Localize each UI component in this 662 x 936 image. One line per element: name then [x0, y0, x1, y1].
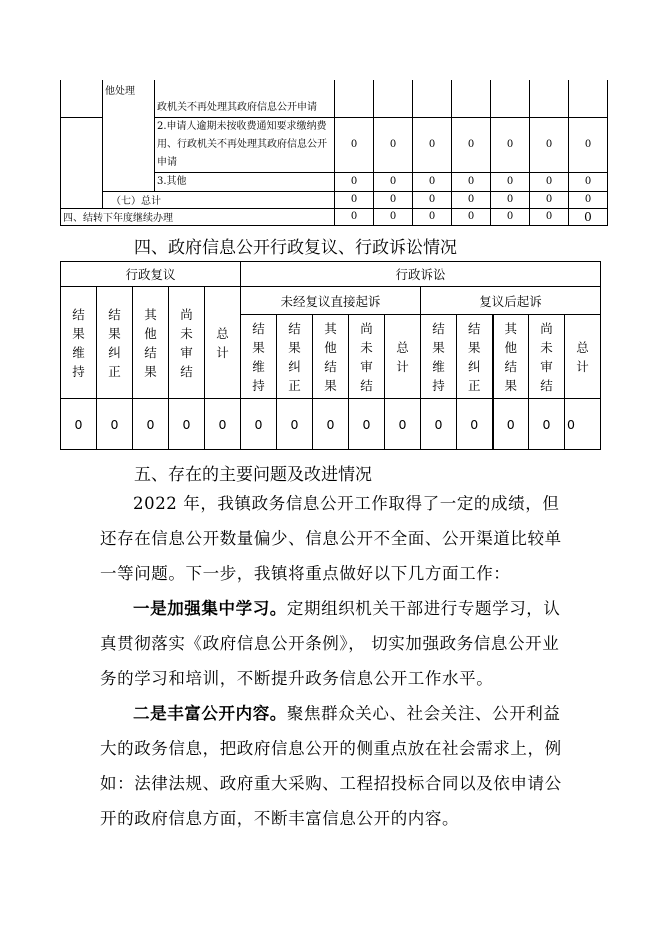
row-b-text: 2.申请人逾期未按收费通知要求缴纳费用、行政机关不再处理其政府信息公开申请 — [155, 117, 335, 172]
table-cell: 0 — [335, 117, 374, 172]
blank-cell — [61, 80, 103, 117]
table-cell: 0 — [277, 399, 313, 450]
carry-over-label: 四、结转下年度继续办理 — [61, 208, 335, 225]
col-header: 结 果 纠 正 — [277, 315, 313, 399]
table-cell: 0 — [530, 208, 569, 225]
paragraph-2-body: 定期组织机关干部进行专题学习，认真贯彻落实《政府信息公开条例》， 切实加强政务信息公开业务的学习和培训，不断提升政务信息公开工作水平。 — [100, 599, 561, 688]
table-cell: 0 — [133, 399, 169, 450]
blank-cell — [61, 117, 103, 191]
disposal-table — [60, 80, 608, 226]
table-cell: 0 — [413, 172, 452, 191]
table-cell: 0 — [335, 208, 374, 225]
table-cell: 0 — [61, 399, 97, 450]
col-header: 结 果 维 持 — [241, 315, 277, 399]
col-header: 总 计 — [205, 287, 241, 399]
col-header: 尚 未 审 结 — [529, 315, 565, 399]
table-cell: 0 — [413, 191, 452, 208]
table-cell: 0 — [413, 117, 452, 172]
col-header: 结 果 纠 正 — [97, 287, 133, 399]
paragraph-2 — [100, 591, 570, 696]
table-cell: 0 — [569, 191, 608, 208]
total-label: （七）总计 — [103, 191, 335, 208]
table-cell: 0 — [452, 117, 491, 172]
row-a-text: 政机关不再处理其政府信息公开申请 — [155, 80, 335, 117]
table-cell: 0 — [313, 399, 349, 450]
table-cell: 0 — [530, 191, 569, 208]
table-cell: 0 — [491, 172, 530, 191]
table-cell: 0 — [530, 117, 569, 172]
table-cell: 0 — [569, 208, 608, 225]
admin-review-header: 行政复议 — [61, 262, 241, 287]
admin-litigation-header: 行政诉讼 — [241, 262, 601, 287]
table-cell: 0 — [452, 208, 491, 225]
table-cell: 0 — [335, 172, 374, 191]
col-header: 其 他 结 果 — [493, 315, 529, 399]
table-cell: 0 — [385, 399, 421, 450]
table-cell: 0 — [421, 399, 457, 450]
table-cell: 0 — [452, 172, 491, 191]
table-cell: 0 — [493, 399, 529, 450]
table-cell: 0 — [565, 399, 601, 450]
body-text — [100, 486, 570, 836]
row-c-text: 3.其他 — [155, 172, 335, 191]
table-cell: 0 — [374, 117, 413, 172]
section-4-title: 四、政府信息公开行政复议、行政诉讼情况 — [134, 238, 457, 258]
review-litigation-table — [60, 261, 601, 450]
col-header: 尚 未 审 结 — [349, 315, 385, 399]
col-header: 其 他 结 果 — [313, 315, 349, 399]
table-cell: 0 — [374, 191, 413, 208]
table-cell: 0 — [374, 208, 413, 225]
section-5-title: 五、存在的主要问题及改进情况 — [134, 465, 372, 485]
paragraph-2-lead: 一是加强集中学习。 — [133, 599, 287, 618]
table-cell: 0 — [205, 399, 241, 450]
col-header: 总 计 — [565, 315, 601, 399]
paragraph-3-body: 聚焦群众关心、社会关注、公开利益大的政务信息，把政府信息公开的侧重点放在社会需求上，例如：法律法规、政府重大采购、工程招投标合同以及依申请公开的政府信息方面，不断丰富信息公开的内容。 — [100, 704, 562, 828]
table-cell: 0 — [491, 117, 530, 172]
table-cell: 0 — [491, 208, 530, 225]
table-cell: 0 — [457, 399, 493, 450]
table-cell: 0 — [349, 399, 385, 450]
after-review-header: 复议后起诉 — [421, 287, 601, 315]
direct-suit-header: 未经复议直接起诉 — [241, 287, 421, 315]
table-cell: 0 — [374, 172, 413, 191]
col-header: 其 他 结 果 — [133, 287, 169, 399]
table-cell: 0 — [97, 399, 133, 450]
table-cell: 0 — [241, 399, 277, 450]
col-header: 尚 未 审 结 — [169, 287, 205, 399]
table-cell: 0 — [569, 172, 608, 191]
table-cell: 0 — [569, 117, 608, 172]
table-cell: 0 — [335, 191, 374, 208]
table-cell: 0 — [530, 172, 569, 191]
table-cell: 0 — [491, 191, 530, 208]
paragraph-3 — [100, 696, 570, 836]
blank-cell — [61, 191, 103, 208]
col-header: 结 果 维 持 — [421, 315, 457, 399]
category-cell: 他处理 — [103, 80, 155, 191]
table-cell: 0 — [452, 191, 491, 208]
paragraph-3-lead: 二是丰富公开内容。 — [133, 704, 287, 723]
col-header: 结 果 维 持 — [61, 287, 97, 399]
col-header: 结 果 纠 正 — [457, 315, 493, 399]
paragraph-1: 2022 年，我镇政务信息公开工作取得了一定的成绩，但还存在信息公开数量偏少、信息公开不全面、公开渠道比较单一等问题。下一步，我镇将重点做好以下几方面工作： — [100, 494, 562, 583]
col-header: 总 计 — [385, 315, 421, 399]
table-cell: 0 — [529, 399, 565, 450]
table-cell: 0 — [413, 208, 452, 225]
table-cell: 0 — [169, 399, 205, 450]
